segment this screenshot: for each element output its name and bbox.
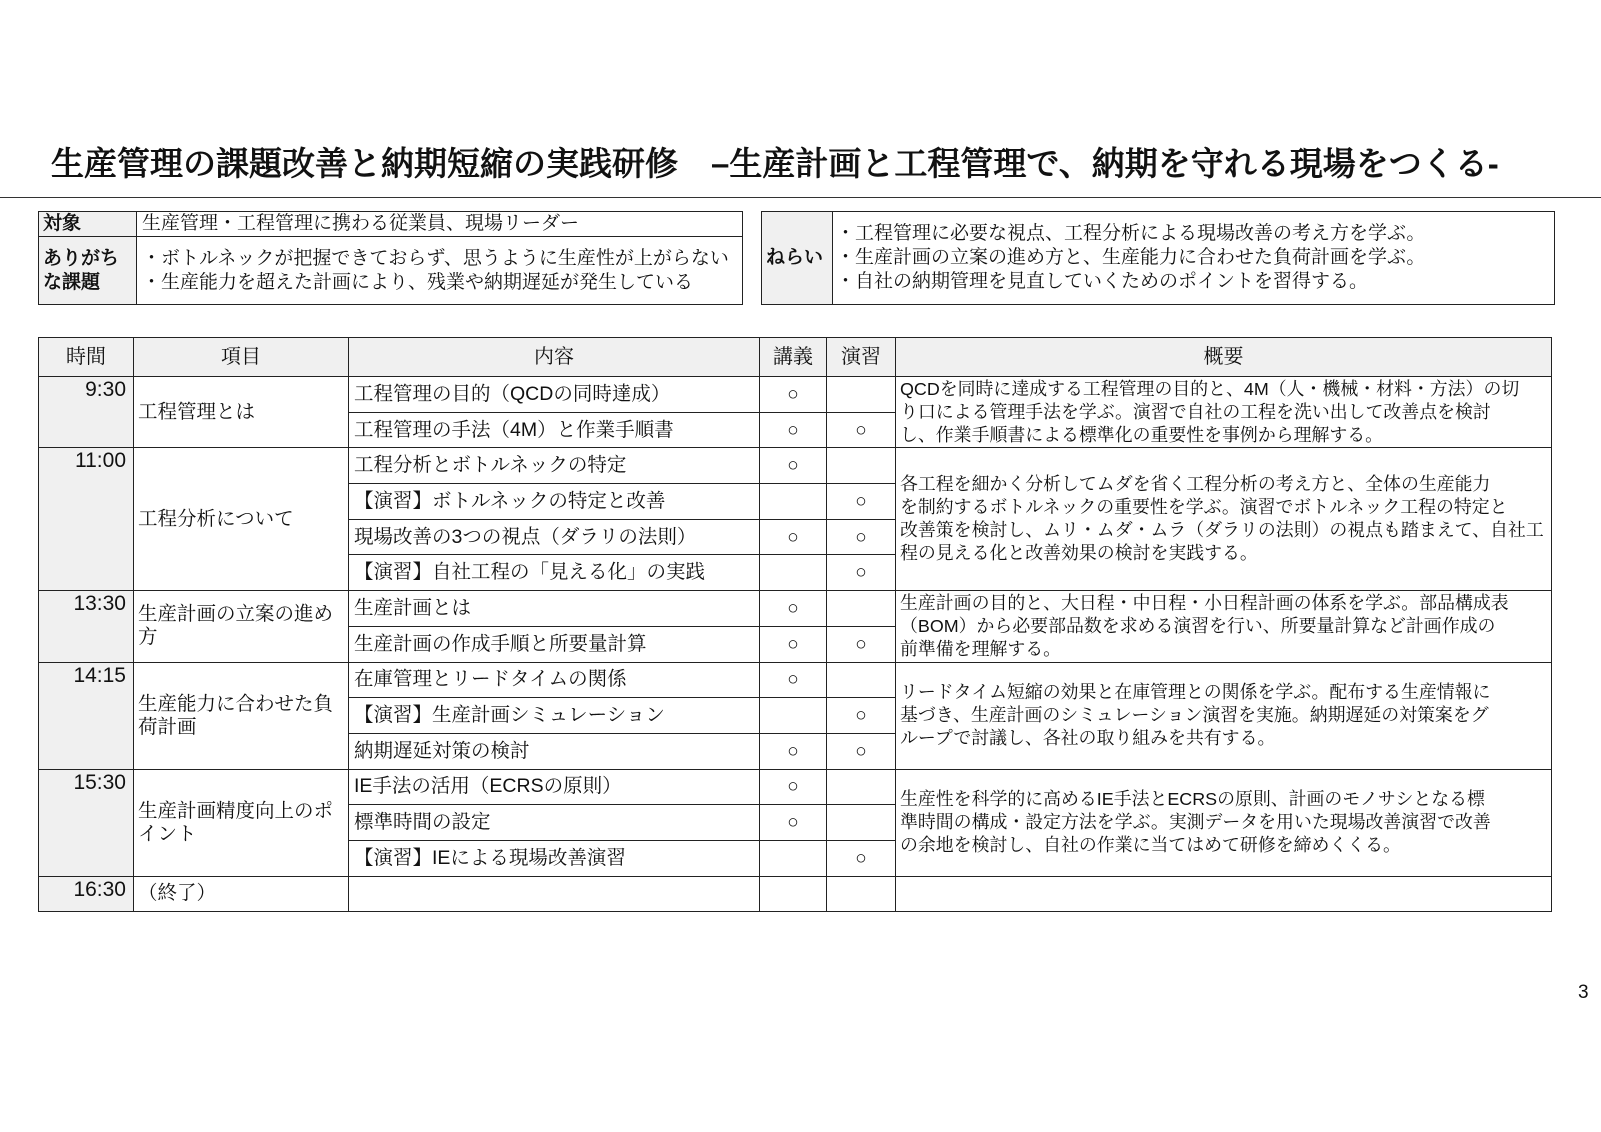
- aims-row: [762, 212, 1555, 305]
- header-summary: 概要: [896, 338, 1552, 377]
- item-line: 方: [138, 626, 158, 649]
- lecture-mark: ○: [760, 519, 827, 555]
- session-row: [39, 377, 1552, 413]
- target-text: 生産管理・工程管理に携わる従業員、現場リーダー: [137, 212, 743, 237]
- content-cell: 在庫管理とリードタイムの関係: [349, 662, 760, 698]
- time-cell: 15:30: [39, 769, 134, 876]
- item-line: 荷計画: [138, 715, 197, 738]
- content-cell: 【演習】自社工程の「見える化」の実践: [349, 555, 760, 591]
- exercise-mark: [827, 591, 896, 627]
- target-row: [39, 212, 743, 237]
- exercise-mark: ○: [827, 733, 896, 769]
- summary-cell: [896, 591, 1552, 662]
- overview-aims-box: [761, 211, 1555, 305]
- exercise-mark: [827, 377, 896, 413]
- header-content: 内容: [349, 338, 760, 377]
- exercise-mark: ○: [827, 412, 896, 448]
- summary-line: を制約するボトルネックの重要性を学ぶ。演習でボトルネック工程の特定と: [900, 497, 1508, 518]
- summary-line: 生産性を科学的に高めるIE手法とECRSの原則、計画のモノサシとなる標: [900, 789, 1485, 810]
- aim-item: ・自社の納期管理を見直していくためのポイントを習得する。: [836, 271, 1369, 292]
- exercise-mark: ○: [827, 626, 896, 662]
- aims-label: ねらい: [762, 212, 833, 305]
- item-cell: [134, 769, 349, 876]
- issues-row: [39, 237, 743, 305]
- lecture-mark: ○: [760, 448, 827, 484]
- item-cell: [134, 876, 349, 912]
- content-cell: 生産計画の作成手順と所要量計算: [349, 626, 760, 662]
- summary-cell: [896, 448, 1552, 591]
- content-cell: 工程管理の目的（QCDの同時達成）: [349, 377, 760, 413]
- summary-line: 前準備を理解する。: [900, 638, 1062, 659]
- item-cell: [134, 591, 349, 662]
- issue-item: ・生産能力を超えた計画により、残業や納期遅延が発生している: [142, 271, 694, 293]
- overview-target-box: [38, 211, 743, 305]
- lecture-mark: [760, 876, 827, 912]
- lecture-mark: [760, 484, 827, 520]
- session-row: [39, 591, 1552, 627]
- session-row: [39, 876, 1552, 912]
- aims-list: [833, 212, 1555, 305]
- summary-line: リードタイム短縮の効果と在庫管理との関係を学ぶ。配布する生産情報に: [900, 682, 1491, 703]
- summary-line: 改善策を検討し、ムリ・ムダ・ムラ（ダラリの法則）の視点も踏まえて、自社工: [900, 520, 1544, 541]
- issue-item: ・ボトルネックが把握できておらず、思うように生産性が上がらない: [142, 247, 729, 269]
- time-cell: 14:15: [39, 662, 134, 769]
- summary-line: 各工程を細かく分析してムダを省く工程分析の考え方と、全体の生産能力: [900, 474, 1491, 495]
- title-divider: [0, 197, 1601, 198]
- summary-cell: [896, 769, 1552, 876]
- time-cell: 13:30: [39, 591, 134, 662]
- session-row: [39, 769, 1552, 805]
- item-line: （終了）: [138, 882, 217, 905]
- page-number: 3: [1578, 982, 1589, 1003]
- summary-cell: [896, 662, 1552, 769]
- time-cell: 11:00: [39, 448, 134, 591]
- exercise-mark: [827, 662, 896, 698]
- summary-line: し、作業手順書による標準化の重要性を事例から理解する。: [900, 424, 1384, 445]
- summary-line: の余地を検討し、自社の作業に当てはめて研修を締めくくる。: [900, 835, 1401, 856]
- session-row: [39, 662, 1552, 698]
- summary-line: ループで討議し、各社の取り組みを共有する。: [900, 728, 1276, 749]
- header-item: 項目: [134, 338, 349, 377]
- content-cell: 【演習】生産計画シミュレーション: [349, 698, 760, 734]
- schedule-table: [38, 337, 1552, 912]
- content-cell: 工程管理の手法（4M）と作業手順書: [349, 412, 760, 448]
- issues-label-line: ありがち: [43, 247, 120, 269]
- content-cell: [349, 876, 760, 912]
- summary-line: QCDを同時に達成する工程管理の目的と、4M（人・機械・材料・方法）の切: [900, 378, 1520, 399]
- exercise-mark: ○: [827, 519, 896, 555]
- aim-item: ・工程管理に必要な視点、工程分析による現場改善の考え方を学ぶ。: [836, 223, 1426, 244]
- exercise-mark: ○: [827, 840, 896, 876]
- session-row: [39, 448, 1552, 484]
- issues-list: [137, 237, 743, 305]
- issues-label: [39, 237, 137, 305]
- content-cell: 【演習】ボトルネックの特定と改善: [349, 484, 760, 520]
- exercise-mark: [827, 805, 896, 841]
- target-label: 対象: [39, 212, 137, 237]
- issues-label-line: な課題: [43, 271, 101, 293]
- content-cell: 現場改善の3つの視点（ダラリの法則）: [349, 519, 760, 555]
- lecture-mark: ○: [760, 626, 827, 662]
- header-time: 時間: [39, 338, 134, 377]
- summary-cell: [896, 377, 1552, 448]
- item-line: 工程分析について: [138, 507, 294, 530]
- content-cell: IE手法の活用（ECRSの原則）: [349, 769, 760, 805]
- lecture-mark: [760, 840, 827, 876]
- item-cell: [134, 448, 349, 591]
- lecture-mark: ○: [760, 805, 827, 841]
- content-cell: 標準時間の設定: [349, 805, 760, 841]
- item-cell: [134, 662, 349, 769]
- item-line: 工程管理とは: [138, 400, 256, 423]
- schedule-header-row: [39, 338, 1552, 377]
- item-line: 生産計画の立案の進め: [138, 603, 334, 626]
- summary-line: 生産計画の目的と、大日程・中日程・小日程計画の体系を学ぶ。部品構成表: [900, 592, 1509, 613]
- summary-line: （BOM）から必要部品数を求める演習を行い、所要量計算など計画作成の: [900, 615, 1496, 636]
- page-title: 生産管理の課題改善と納期短縮の実践研修 –生産計画と工程管理で、納期を守れる現場をつくる-: [51, 145, 1499, 182]
- summary-line: 準時間の構成・設定方法を学ぶ。実測データを用いた現場改善演習で改善: [900, 812, 1491, 833]
- item-cell: [134, 377, 349, 448]
- exercise-mark: [827, 876, 896, 912]
- content-cell: 生産計画とは: [349, 591, 760, 627]
- item-line: 生産計画精度向上のポ: [138, 799, 334, 822]
- item-line: 生産能力に合わせた負: [138, 692, 334, 715]
- exercise-mark: ○: [827, 555, 896, 591]
- lecture-mark: ○: [760, 377, 827, 413]
- summary-line: 基づき、生産計画のシミュレーション演習を実施。納期遅延の対策案をグ: [900, 705, 1489, 726]
- lecture-mark: ○: [760, 591, 827, 627]
- lecture-mark: [760, 698, 827, 734]
- item-line: イント: [138, 822, 197, 845]
- lecture-mark: ○: [760, 769, 827, 805]
- aim-item: ・生産計画の立案の進め方と、生産能力に合わせた負荷計画を学ぶ。: [836, 247, 1426, 268]
- lecture-mark: ○: [760, 733, 827, 769]
- lecture-mark: ○: [760, 412, 827, 448]
- summary-line: り口による管理手法を学ぶ。演習で自社の工程を洗い出して改善点を検討: [900, 401, 1491, 422]
- exercise-mark: [827, 769, 896, 805]
- exercise-mark: ○: [827, 484, 896, 520]
- exercise-mark: [827, 448, 896, 484]
- lecture-mark: [760, 555, 827, 591]
- header-lecture: 講義: [760, 338, 827, 377]
- time-cell: 9:30: [39, 377, 134, 448]
- summary-line: 程の見える化と改善効果の検討を実践する。: [900, 543, 1258, 564]
- content-cell: 【演習】IEによる現場改善演習: [349, 840, 760, 876]
- content-cell: 納期遅延対策の検討: [349, 733, 760, 769]
- lecture-mark: ○: [760, 662, 827, 698]
- time-cell: 16:30: [39, 876, 134, 912]
- header-exercise: 演習: [827, 338, 896, 377]
- content-cell: 工程分析とボトルネックの特定: [349, 448, 760, 484]
- summary-cell: [896, 876, 1552, 912]
- exercise-mark: ○: [827, 698, 896, 734]
